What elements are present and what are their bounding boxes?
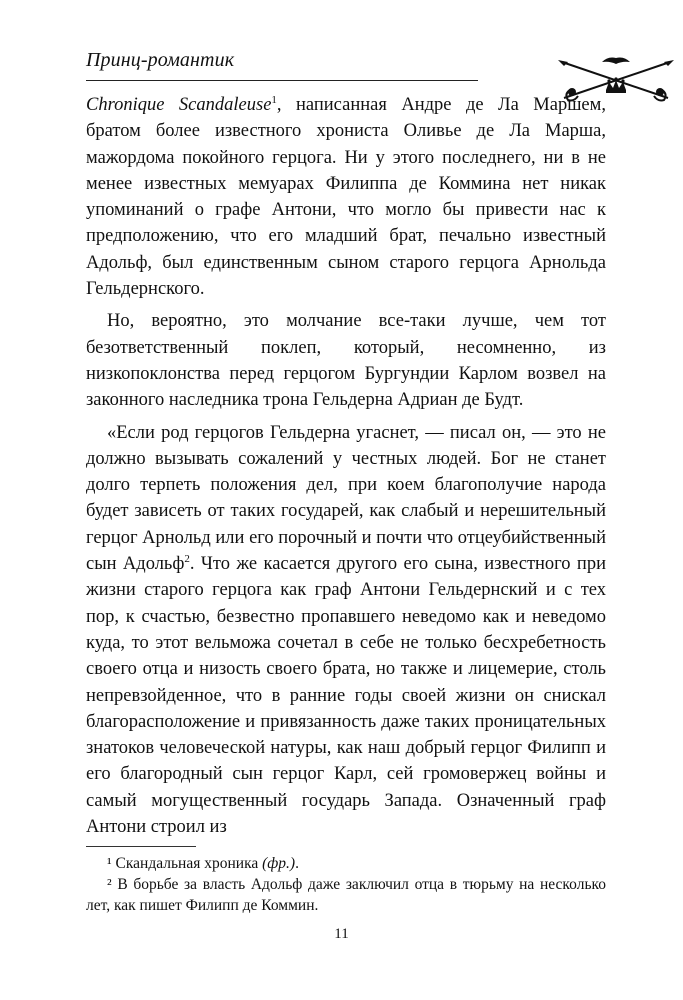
footnote-2-text: В борьбе за власть Адольф даже заключил отца в тюрьму на несколько лет, как пишет Филипп де Коммин. [86,876,607,914]
footnote-ref-1: 1 [271,93,277,106]
header-rule [86,80,478,81]
footnote-ref-2: 2 [184,552,190,565]
paragraph-1-text: , написанная Андре де Ла Маршем, братом более известного хрониста Оливье де Ла Марша, мажордома покойного герцога. Ни у этого последнего, ни в не менее известных мемуарах Филиппа де Коммина нет никак упоминаний о графе Антони, что могло бы привести нас к предположению, что его младший брат, печально известный Адольф, был единственным сыном старого герцога Арнольда Гельдернского. [86,95,606,300]
paragraph-1 [86,92,606,302]
paragraph-3-text-before: «Если род герцогов Гельдерна угаснет, — писал он, — это не должно вызывать сожалений у честных людей. Бог не станет долго терпеть положения дел, при коем благополучие народа будет зависеть от таких государей, как слабый и нерешительный герцог Арнольд или его порочный и почти что отцеубийственный сын Адольф [86,422,606,575]
paragraph-2: Но, вероятно, это молчание все-таки лучше, чем тот безответственный поклеп, который, несомненно, из низкопоклонства перед герцогом Бургундии Карлом возвел на законного наследника трона Гельдерна Адриан де Будт. [86,311,606,411]
page-number: 11 [334,926,349,942]
paragraph-3-text-after: . Что же касается другого его сына, известного при жизни старого герцога как граф Антони Гельдернский и с тех пор, к счастью, безвестно пропавшего неведомо как и неведомо куда, то этот вельможа сочетал в себе не только бесхребетность своего отца и низость своего брата, но также и лицемерие, столь непревзойденное, что в ранние годы своей жизни он снискал благорасположение и привязанность даже таких проницательных знатоков человеческой натуры, как наш добрый герцог Филипп и его благородный сын герцог Карл, сей громовержец войны и самый могущественный государь Запада. Означенный граф Антони строил из [86,554,606,838]
running-header [86,46,606,86]
footnote-1-tail: . [295,855,299,872]
footnote-rule [86,846,196,847]
footnote-2 [86,874,606,916]
footnote-1-text: Скандальная хроника [115,855,263,872]
body-text [86,92,606,840]
footnote-1-mark: ¹ [107,855,112,872]
paragraph-1-italic-lead: Chronique Scandaleuse [86,95,272,115]
running-header-title: Принц-романтик [86,49,235,71]
paragraph-3 [86,420,606,841]
footnote-1 [86,853,606,874]
footnote-2-mark: ² [107,876,112,893]
footnote-1-italic: (фр.) [262,855,296,872]
footnotes [86,846,606,916]
